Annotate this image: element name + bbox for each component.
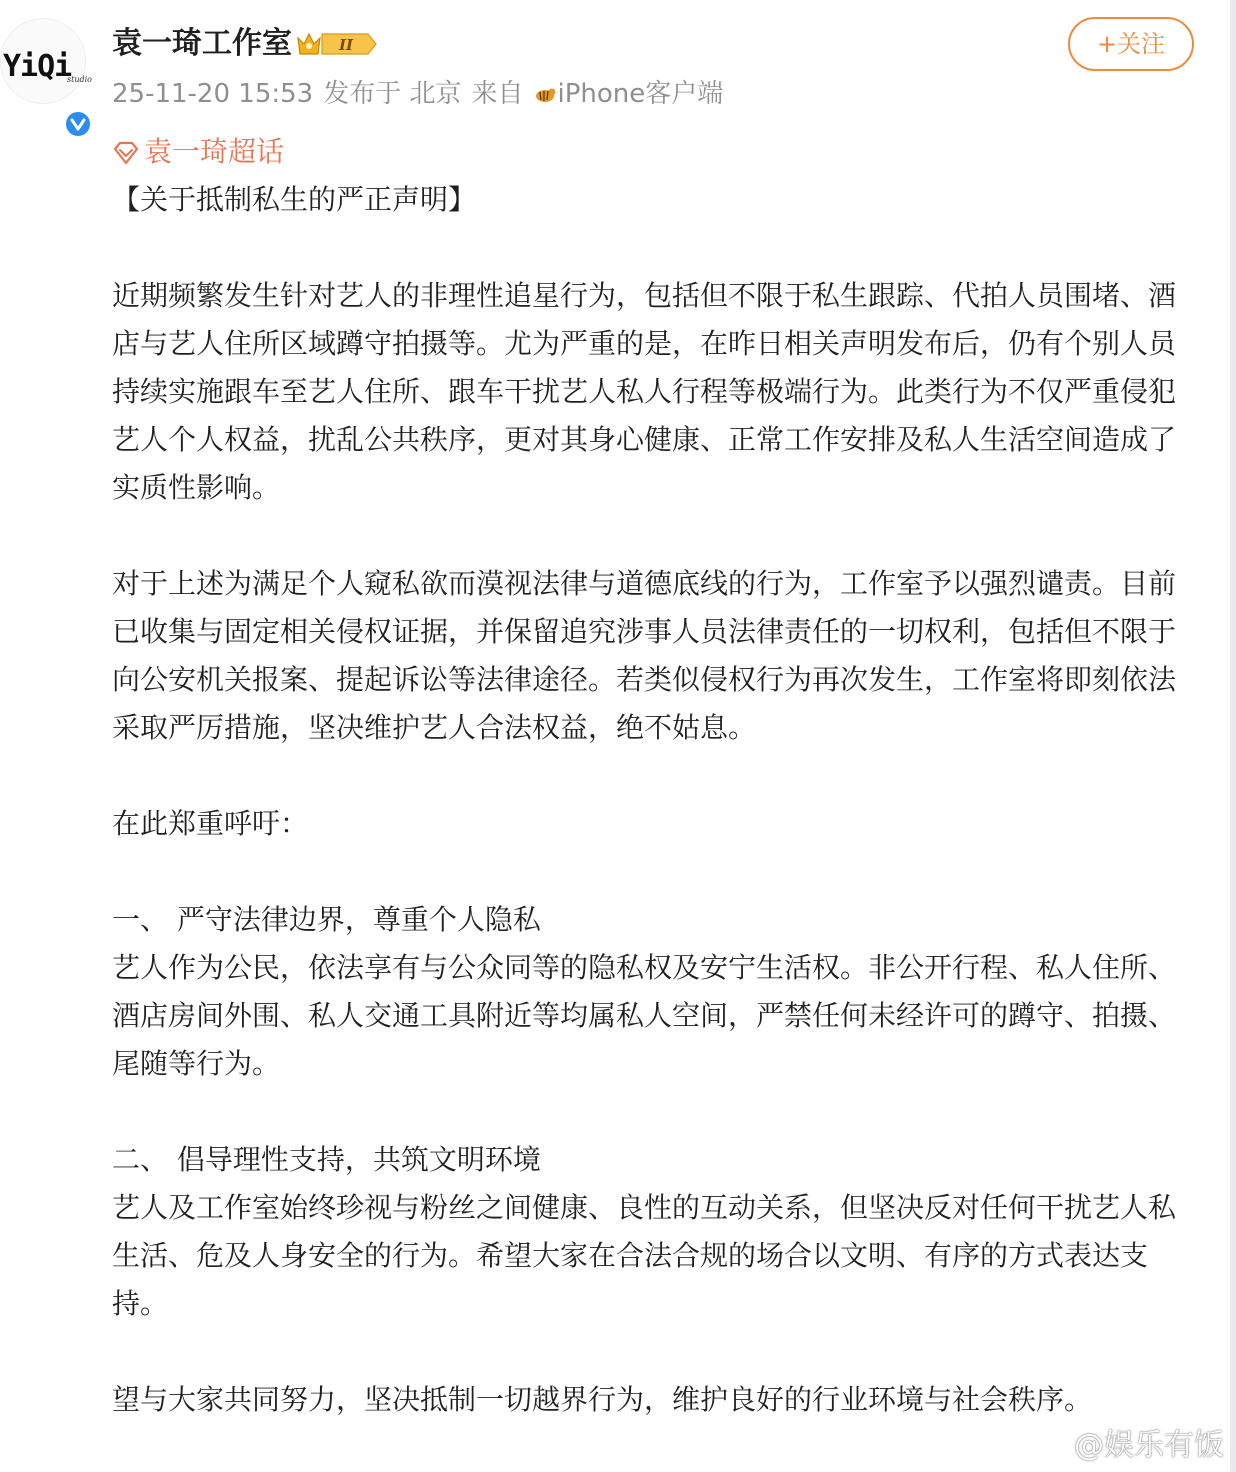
post-paragraph: 近期频繁发生针对艺人的非理性追星行为，包括但不限于私生跟踪、代拍人员围堵、酒店与艺人住所区域蹲守拍摄等。尤为严重的是，在昨日相关声明发布后，仍有个别人员持续实施跟车至艺人住所、跟车干扰艺人私人行程等极端行为。此类行为不仅严重侵犯艺人个人权益，扰乱公共秩序，更对其身心健康、正常工作安排及私人生活空间造成了实质性影响。 bbox=[112, 279, 1177, 504]
blank-line bbox=[112, 512, 1202, 560]
post-date[interactable]: 25-11-20 15:53 bbox=[112, 79, 314, 109]
follow-button[interactable]: +关注 bbox=[1068, 17, 1194, 71]
post-device[interactable]: iPhone客户端 bbox=[557, 79, 724, 109]
post-paragraph: 艺人及工作室始终珍视与粉丝之间健康、良性的互动关系，但坚决反对任何干扰艺人私生活、危及人身安全的行为。希望大家在合法合规的场合以文明、有序的方式表达支持。 bbox=[112, 1191, 1177, 1320]
blank-line bbox=[112, 1328, 1202, 1376]
post-paragraph: 在此郑重呼吁： bbox=[112, 807, 309, 840]
username[interactable]: 袁一琦工作室 bbox=[112, 26, 292, 61]
post-source-prefix: 来自 bbox=[471, 79, 524, 109]
avatar-logo-text: YiQi bbox=[3, 49, 72, 84]
watermark bbox=[1028, 1420, 1224, 1464]
blank-line bbox=[112, 752, 1202, 800]
section-heading: 二、 倡导理性支持，共筑文明环境 bbox=[112, 1143, 541, 1176]
verified-icon bbox=[63, 109, 93, 139]
avatar[interactable] bbox=[0, 18, 92, 104]
blank-line bbox=[112, 224, 1202, 272]
weibo-logo-icon bbox=[1028, 1431, 1068, 1461]
post-paragraph: 对于上述为满足个人窥私欲而漠视法律与道德底线的行为，工作室予以强烈谴责。目前已收集与固定相关侵权证据，并保留追究涉事人员法律责任的一切权利，包括但不限于向公安机关报案、提起诉讼等法律途径。若类似侵权行为再次发生，工作室将即刻依法采取严厉措施，坚决维护艺人合法权益，绝不姑息。 bbox=[112, 567, 1177, 744]
tiger-emoji-icon bbox=[534, 83, 556, 105]
crown-rank-icon bbox=[296, 30, 378, 58]
super-topic-label: 袁一琦超话 bbox=[144, 135, 285, 168]
super-topic-link[interactable] bbox=[112, 132, 284, 172]
post-meta bbox=[112, 76, 723, 112]
rank-badge-text: II bbox=[338, 36, 354, 54]
super-topic-diamond-icon bbox=[112, 140, 140, 166]
blank-line bbox=[112, 848, 1202, 896]
watermark-text: @娱乐有饭 bbox=[1074, 1428, 1224, 1463]
window-edge bbox=[1230, 0, 1236, 1472]
blank-line bbox=[112, 1088, 1202, 1136]
section-heading: 一、 严守法律边界，尊重个人隐私 bbox=[112, 903, 541, 936]
avatar-logo-subtext: studio bbox=[67, 75, 92, 84]
post-paragraph: 望与大家共同努力，坚决抵制一切越界行为，维护良好的行业环境与社会秩序。 bbox=[112, 1383, 1093, 1416]
post-body bbox=[112, 176, 1202, 1424]
post-paragraph: 艺人作为公民，依法享有与公众同等的隐私权及安宁生活权。非公开行程、私人住所、酒店房间外围、私人交通工具附近等均属私人空间，严禁任何未经许可的蹲守、拍摄、尾随等行为。 bbox=[112, 951, 1177, 1080]
post-location: 发布于 北京 bbox=[323, 79, 462, 109]
post-title: 【关于抵制私生的严正声明】 bbox=[112, 183, 477, 216]
